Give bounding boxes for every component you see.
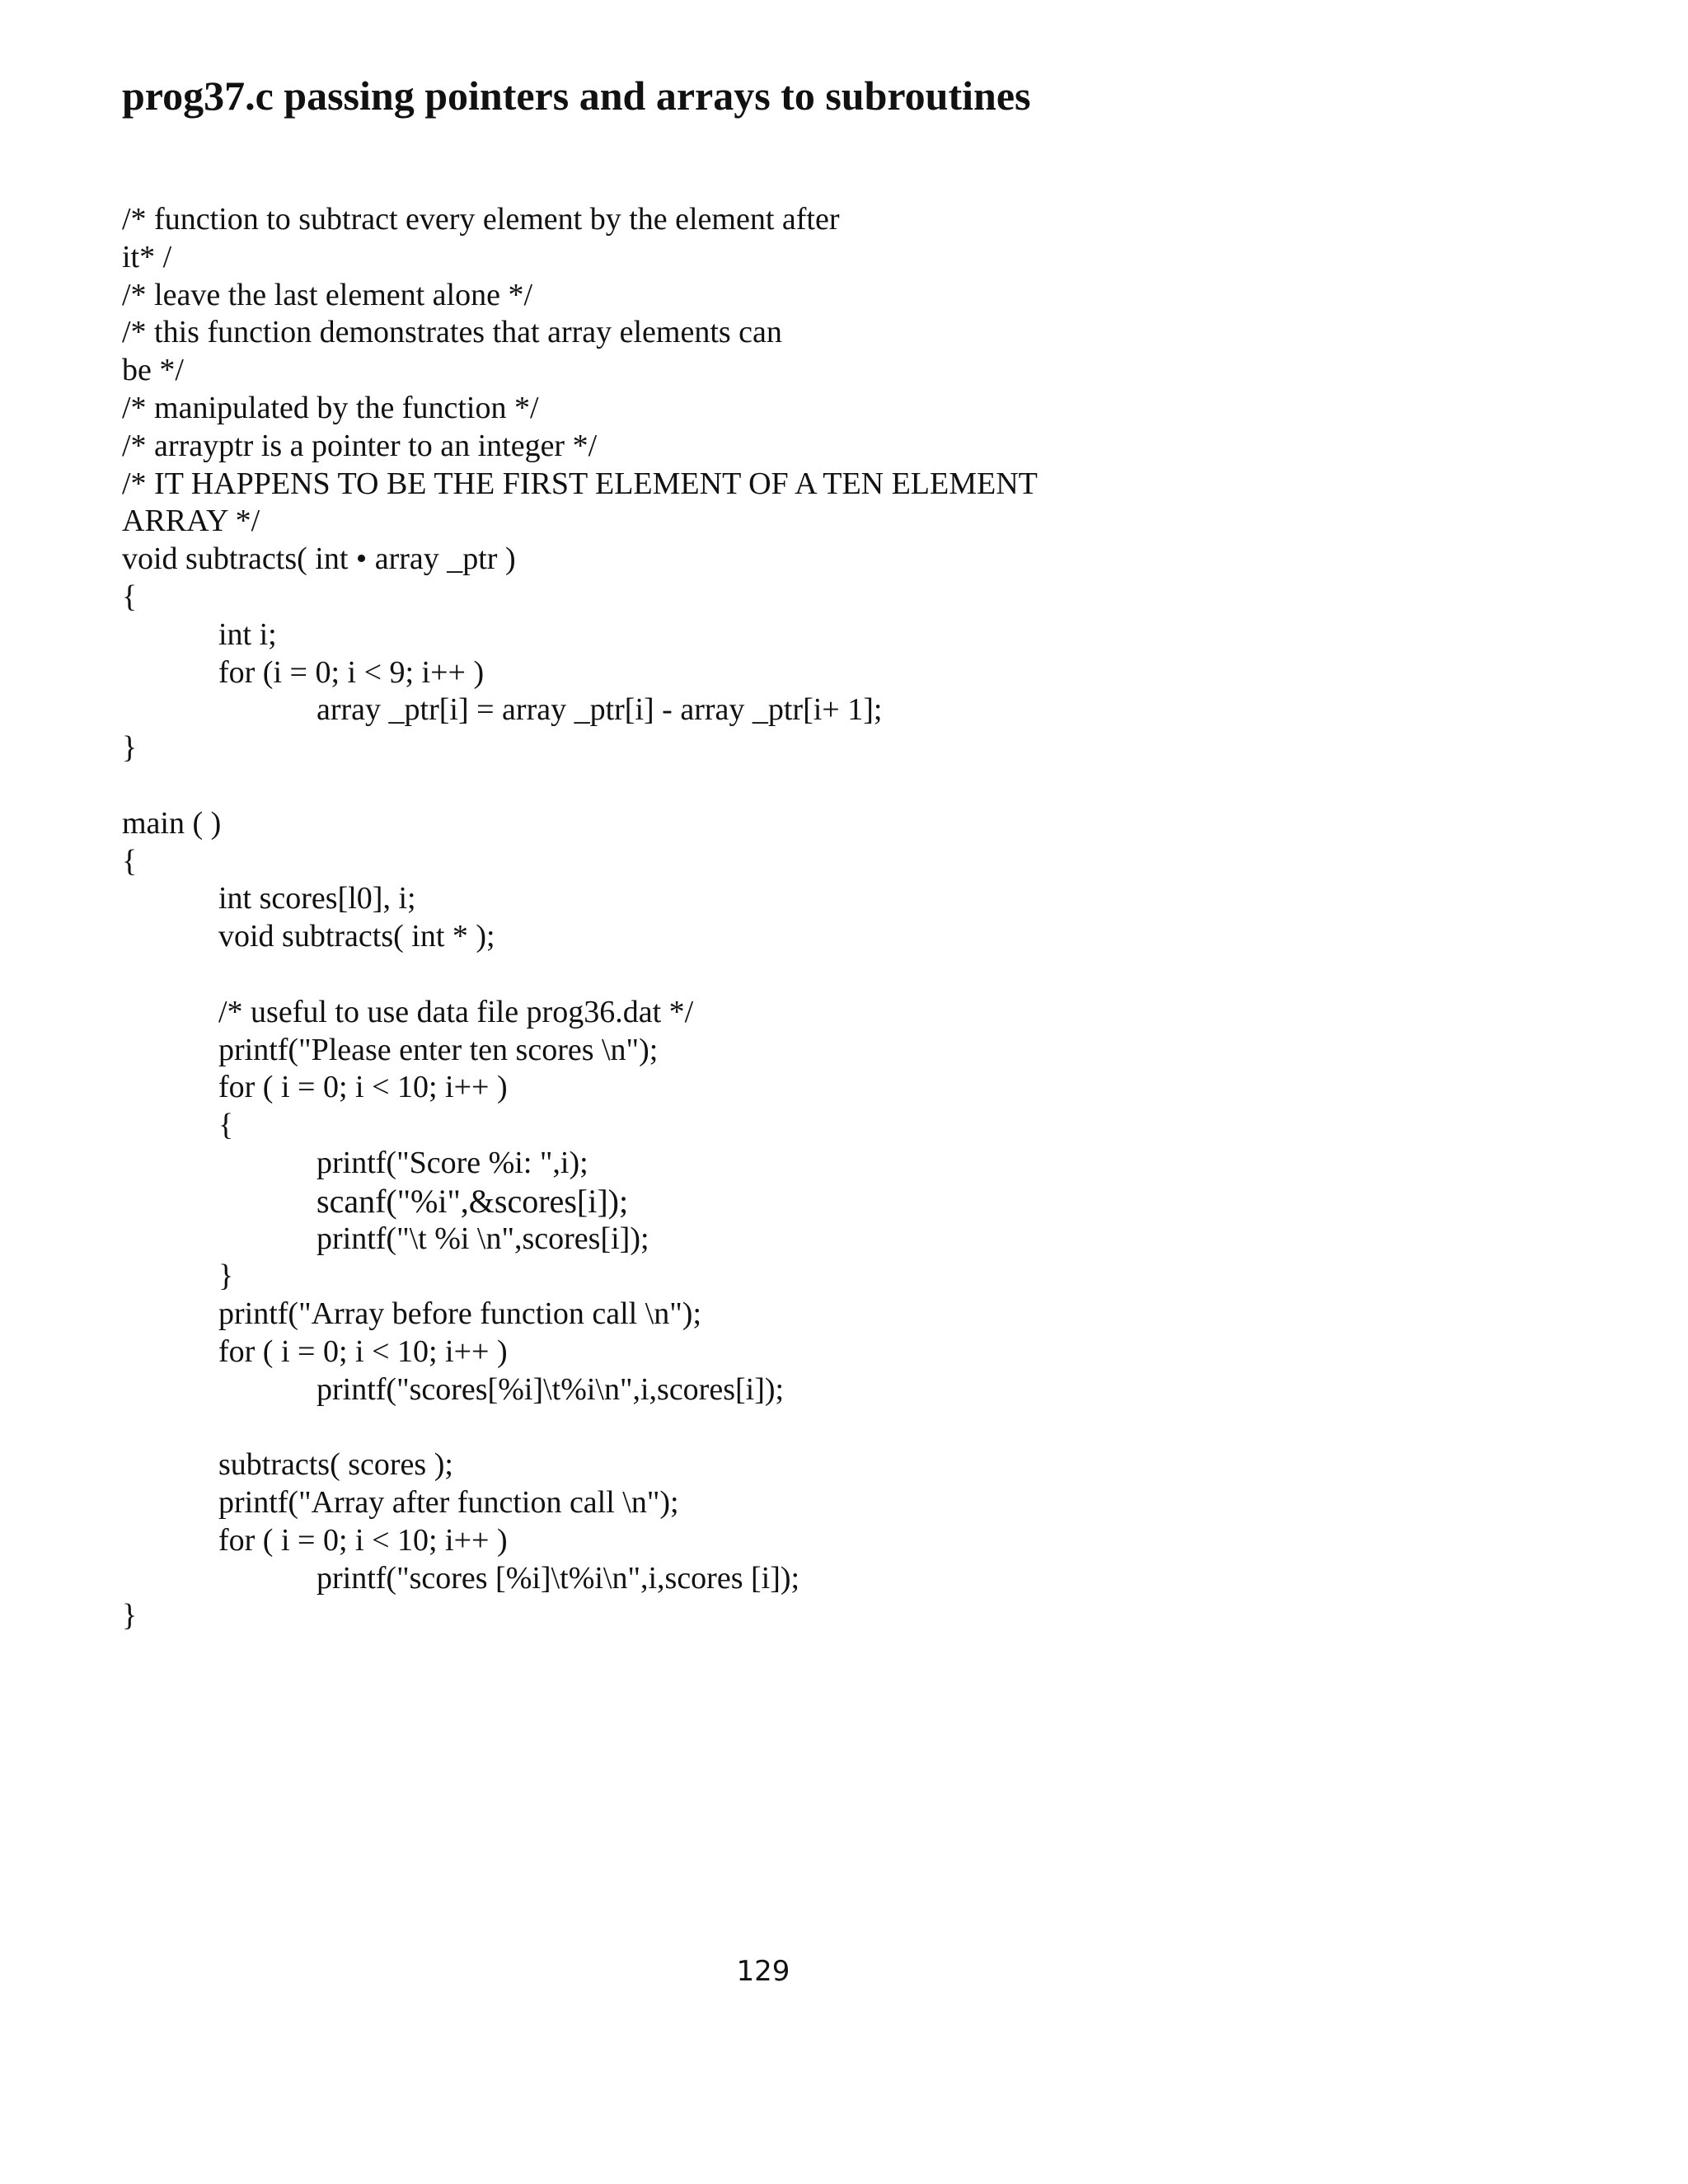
code-line: printf("scores[%i]\t%i\n",i,scores[i]); — [316, 1371, 785, 1407]
code-line: int scores[l0], i; — [218, 881, 416, 916]
page-title: prog37.c passing pointers and arrays to subroutines — [122, 73, 1031, 119]
code-line: /* manipulated by the function */ — [122, 390, 539, 425]
code-line: ARRAY */ — [122, 504, 260, 539]
code-line: for ( i = 0; i < 10; i++ ) — [218, 1522, 508, 1558]
code-line: for (i = 0; i < 9; i++ ) — [218, 654, 485, 690]
code-line: printf("Score %i: ",i); — [316, 1145, 588, 1180]
code-line: array _ptr[i] = array _ptr[i] - array _ptr[i+ 1]; — [316, 692, 883, 728]
code-line: printf("Please enter ten scores \n"); — [218, 1032, 659, 1067]
code-line: /* this function demonstrates that array elements can — [122, 315, 782, 350]
code-line: be */ — [122, 353, 184, 388]
code-line: { — [122, 843, 138, 879]
code-listing — [122, 201, 1606, 1635]
code-line: subtracts( scores ); — [218, 1447, 453, 1483]
code-line: for ( i = 0; i < 10; i++ ) — [218, 1333, 508, 1369]
code-line: } — [218, 1258, 234, 1294]
code-line: for ( i = 0; i < 10; i++ ) — [218, 1070, 508, 1105]
blank-line — [122, 956, 1606, 994]
code-line: printf("\t %i \n",scores[i]); — [316, 1221, 649, 1256]
code-line: /* useful to use data file prog36.dat */ — [218, 994, 694, 1029]
code-line: { — [218, 1108, 234, 1143]
code-line: printf("Array before function call \n"); — [218, 1296, 702, 1332]
code-line: int i; — [218, 616, 277, 652]
code-line: /* arrayptr is a pointer to an integer */ — [122, 428, 598, 463]
code-line: { — [122, 579, 138, 614]
code-line: /* IT HAPPENS TO BE THE FIRST ELEMENT OF A TEN ELEMENT — [122, 466, 1038, 501]
code-line: } — [122, 730, 138, 766]
code-line: /* leave the last element alone */ — [122, 277, 533, 312]
code-line: scanf("%i",&scores[i]); — [316, 1182, 629, 1220]
code-line: printf("scores [%i]\t%i\n",i,scores [i]); — [316, 1560, 800, 1596]
code-line: void subtracts( int • array _ptr ) — [122, 541, 516, 577]
code-line: /* function to subtract every element by the element after — [122, 202, 840, 237]
code-line: it* / — [122, 239, 172, 274]
page-number: 129 — [736, 1955, 790, 1988]
blank-line — [122, 1409, 1606, 1447]
code-line: printf("Array after function call \n"); — [218, 1485, 679, 1521]
code-line: } — [122, 1598, 138, 1633]
blank-line — [122, 767, 1606, 805]
code-line: main ( ) — [122, 805, 222, 841]
code-line: void subtracts( int * ); — [218, 919, 495, 954]
